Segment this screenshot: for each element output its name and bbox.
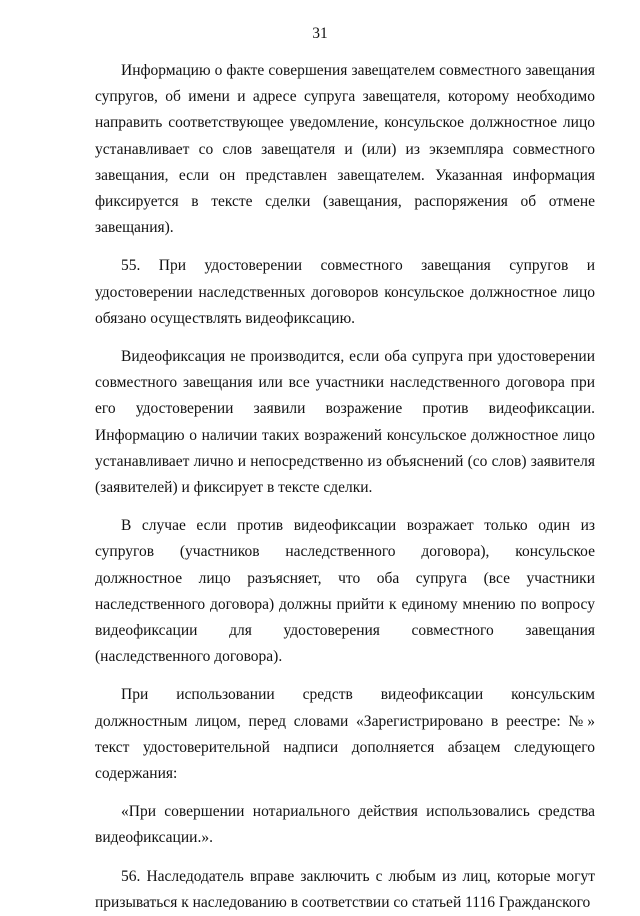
paragraph-quoted-text: «При совершении нотариального действия использовались средства видеофиксации.». [95, 803, 595, 847]
paragraph-56: 56. Наследодатель вправе заключить с любым из лиц, которые могут призываться к наследованию в соответствии со статьей 1116 Гражданского [95, 867, 595, 911]
paragraph-video-not-performed: Видеофиксация не производится, если оба супруга при удостоверении совместного завещания или все участники наследственного договора при его удостоверении заявили возражение против видеофиксации. Информацию о наличии таких возражений консульское должностное лицо устанавливает лично и непосредственно из объяснений (со слов) заявителя (заявителей) и фиксирует в тексте сделки. [95, 348, 595, 497]
paragraph-55: 55. При удостоверении совместного завещания супругов и удостоверении наследственных договоров консульское должностное лицо обязано осуществлять видеофиксацию. [95, 257, 595, 327]
paragraph-one-spouse-objects: В случае если против видеофиксации возражает только один из супругов (участников наследственного договора), консульское должностное лицо разъясняет, что оба супруга (все участники наследственного договора) должны прийти к единому мнению по вопросу видеофиксации для удостоверения совместного завещания (наследственного договора). [95, 517, 595, 666]
page-number: 31 [312, 25, 328, 42]
paragraph-video-means-used: При использовании средств видеофиксации консульским должностным лицом, перед словами «Зарегистрировано в реестре: №» текст удостоверительной надписи дополняется абзацем следующего содержания: [95, 686, 595, 783]
paragraph-spouse-info: Информацию о факте совершения завещателем совместного завещания супругов, об имени и адресе супруга завещателя, которому необходимо направить соответствующее уведомление, консульское должностное лицо устанавливает со слов завещателя и (или) из экземпляра совместного завещания, если он представлен завещателем. Указанная информация фиксируется в тексте сделки (завещания, распоряжения об отмене завещания). [95, 62, 595, 237]
document-body [95, 58, 595, 916]
